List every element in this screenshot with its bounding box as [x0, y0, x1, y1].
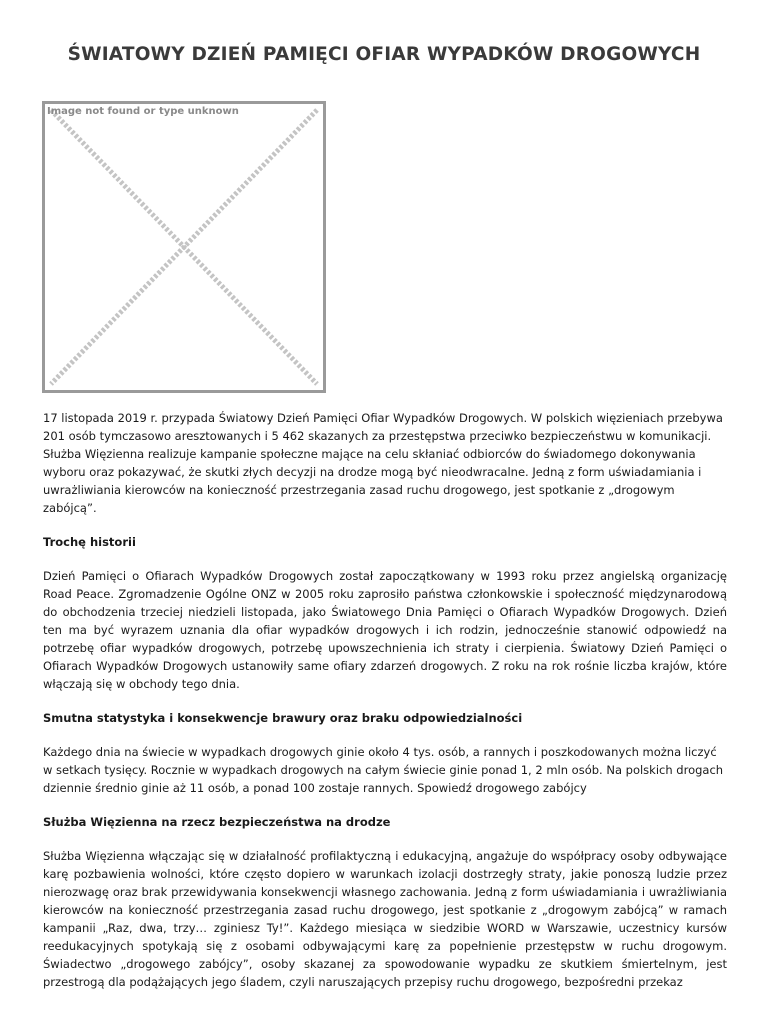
- page-title: ŚWIATOWY DZIEŃ PAMIĘCI OFIAR WYPADKÓW DROGOWYCH: [67, 44, 701, 65]
- article-body: [43, 409, 727, 1007]
- image-alt-text: Image not found or type unknown: [47, 106, 239, 117]
- section-paragraph-statistics: Każdego dnia na świecie w wypadkach drogowych ginie około 4 tys. osób, a rannych i poszkodowanych można liczyć w setkach tysięcy. Rocznie w wypadkach drogowych na całym świecie ginie ponad 1, 2 mln osób. Na polskich drogach dziennie średnio ginie aż 11 osób, a ponad 100 zostaje rannych. Spowiedź drogowego zabójcy: [43, 745, 724, 795]
- section-heading-prison-service: Służba Więzienna na rzecz bezpieczeństwa na drodze: [43, 815, 391, 829]
- section-paragraph-prison-service: Służba Więzienna włączając się w działalność profilaktyczną i edukacyjną, angażuje do współpracy osoby odbywające karę pozbawienia wolności, które często dopiero w warunkach izolacji dostrzegły straty, jakie ponoszą ludzie przez nierozwagę oraz brak przewidywania konsekwencji własnego zachowania. Jedną z form uświadamiania i uwrażliwiania kierowców na konieczność przestrzegania zasad ruchu drogowego, jest spotkanie z „drogowym zabójcą” w ramach kampanii „Raz, dwa, trzy… zginiesz Ty!”. Każdego miesiąca w siedzibie WORD w Warszawie, uczestnicy kursów reedukacyjnych spotykają się z osobami odbywającymi karę za popełnienie przestępstw w ruchu drogowym. Świadectwo „drogowego zabójcy”, osoby skazanej za spowodowanie wypadku ze skutkiem śmiertelnym, jest przestrogą dla podążających jego śladem, czyli naruszających przepisy ruchu drogowego, bezpośredni przekaz: [43, 849, 727, 989]
- section-paragraph-history: Dzień Pamięci o Ofiarach Wypadków Drogowych został zapoczątkowany w 1993 roku przez angielską organizację Road Peace. Zgromadzenie Ogólne ONZ w 2005 roku zaprosiło państwa członkowskie i społeczność międzynarodową do obchodzenia trzeciej niedzieli listopada, jako Światowego Dnia Pamięci o Ofiarach Wypadków Drogowych. Dzień ten ma być wyrazem uznania dla ofiar wypadków drogowych i ich rodzin, jednocześnie stanowić odpowiedź na potrzebę ofiar wypadków drogowych, potrzebę upowszechnienia ich straty i cierpienia. Światowy Dzień Pamięci o Ofiarach Wypadków Drogowych ustanowiły same ofiary zdarzeń drogowych. Z roku na rok rośnie liczba krajów, które włączają się w obchody tego dnia.: [43, 569, 727, 691]
- section-heading-history: Trochę historii: [43, 535, 136, 549]
- broken-image-x-icon: [45, 104, 323, 390]
- broken-image-placeholder: [42, 101, 326, 393]
- section-heading-statistics: Smutna statystyka i konsekwencje brawury oraz braku odpowiedzialności: [43, 711, 523, 725]
- intro-paragraph: 17 listopada 2019 r. przypada Światowy Dzień Pamięci Ofiar Wypadków Drogowych. W polskich więzieniach przebywa 201 osób tymczasowo aresztowanych i 5 462 skazanych za przestępstwa przeciwko bezpieczeństwu w komunikacji. Służba Więzienna realizuje kampanie społeczne mające na celu skłaniać odbiorców do świadomego dokonywania wyboru oraz pokazywać, że skutki złych decyzji na drodze mogą być nieodwracalne. Jedną z form uświadamiania i uwrażliwiania kierowców na konieczność przestrzegania zasad ruchu drogowego, jest spotkanie z „drogowym zabójcą”.: [43, 411, 723, 515]
